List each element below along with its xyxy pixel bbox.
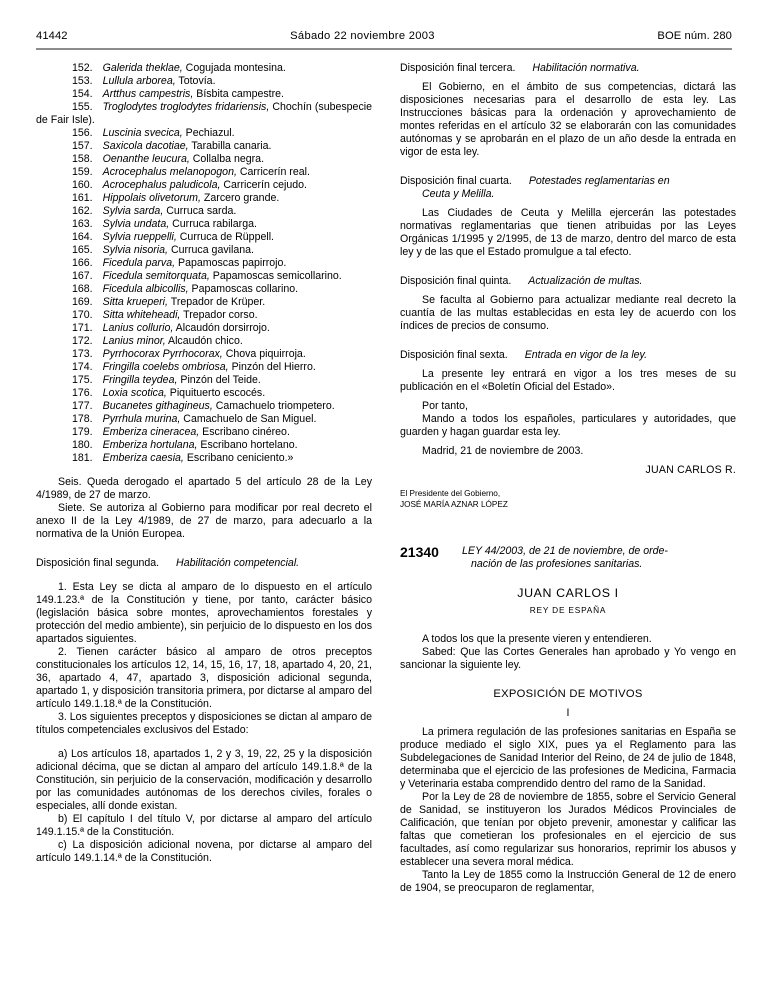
heading-disposicion-final-quinta xyxy=(400,275,736,288)
species-list-item xyxy=(36,413,372,426)
spacer xyxy=(36,541,372,557)
species-latin-name: Ficedula parva, xyxy=(102,257,176,269)
species-list-item xyxy=(36,62,372,75)
paragraph-siete: Siete. Se autoriza al Gobierno para modificar por real decreto el anexo II de la Ley 4/1989, de 27 de marzo, para adecuarlo a la normativa de la Unión Europea. xyxy=(36,502,372,540)
species-list-item xyxy=(36,439,372,452)
king-signature: JUAN CARLOS R. xyxy=(645,464,736,476)
paragraph-disposicion-tercera-body: El Gobierno, en el ámbito de sus competencias, dictará las disposiciones necesarias para el desarrollo de esta ley. Las Instrucciones básicas para la ordenación y aprovechamiento de montes referidas en el artículo 32 se elaborarán con las comunidades autónomas y se aprobarán en el plazo de un año desde la entrada en vigor de esta ley. xyxy=(400,81,736,158)
species-latin-name: Saxicola dacotiae, xyxy=(102,140,189,152)
species-latin-name: Emberiza caesia, xyxy=(102,452,184,464)
species-number: 157. xyxy=(72,140,93,152)
species-common-name: Papamoscas collarino. xyxy=(191,283,299,295)
species-number: 164. xyxy=(72,231,93,243)
spacer xyxy=(400,571,736,587)
species-latin-name: Bucanetes githagineus, xyxy=(102,400,213,412)
section-title-exposicion-de-motivos: EXPOSICIÓN DE MOTIVOS xyxy=(493,688,643,700)
species-common-name: Curruca de Rüppell. xyxy=(179,231,274,243)
species-common-name: Curruca rabilarga. xyxy=(172,218,257,230)
species-common-name: Curruca gavilana. xyxy=(170,244,254,256)
running-head xyxy=(36,30,732,42)
disposicion-cuarta-title: Potestades reglamentarias en xyxy=(528,175,670,187)
species-common-name: Trepador de Krüper. xyxy=(170,296,266,308)
paragraph-exposicion-3: Tanto la Ley de 1855 como la Instrucción General de 12 de enero de 1904, se preocuparon de reglamentar, xyxy=(400,869,736,894)
species-number: 177. xyxy=(72,400,93,412)
species-common-name: Carricerín cejudo. xyxy=(223,179,307,191)
species-latin-name: Troglodytes troglodytes fridariensis, xyxy=(102,101,270,113)
heading-disposicion-final-tercera xyxy=(400,62,736,75)
disposicion-segunda-title: Habilitación competencial. xyxy=(176,557,300,569)
species-common-name: Alcaudón dorsirrojo. xyxy=(175,322,270,334)
heading-disposicion-final-cuarta xyxy=(400,175,736,188)
species-latin-name: Pyrrhocorax Pyrrhocorax, xyxy=(102,348,223,360)
species-latin-name: Fringilla teydea, xyxy=(102,374,178,386)
species-number: 156. xyxy=(72,127,93,139)
species-number: 153. xyxy=(72,75,93,87)
species-number: 175. xyxy=(72,374,93,386)
disposicion-tercera-label: Disposición final tercera. xyxy=(400,62,516,74)
page-folio-number: 41442 xyxy=(36,30,68,42)
law-entry-21340[interactable] xyxy=(400,545,736,571)
species-list-item xyxy=(36,244,372,257)
disposicion-cuarta-label: Disposición final cuarta. xyxy=(400,175,512,187)
species-number: 154. xyxy=(72,88,93,100)
king-subtitle: REY DE ESPAÑA xyxy=(529,605,607,615)
species-latin-name: Pyrrhula murina, xyxy=(102,413,181,425)
species-number: 174. xyxy=(72,361,93,373)
species-list-item xyxy=(36,296,372,309)
species-number: 169. xyxy=(72,296,93,308)
species-common-name: Papamoscas semicollarino. xyxy=(212,270,342,282)
species-number: 162. xyxy=(72,205,93,217)
species-number: 163. xyxy=(72,218,93,230)
paragraph-disposicion-cuarta-body: Las Ciudades de Ceuta y Melilla ejercerán las potestades normativas reglamentarias que tienen atribuidas por las Leyes Orgánicas 1/1995 y 2/1995, de 13 de marzo, dentro del marco de esta ley y de las que el Estado promulgue a tal efecto. xyxy=(400,207,736,258)
species-latin-name: Ficedula albicollis, xyxy=(102,283,189,295)
species-list-item xyxy=(36,335,372,348)
species-common-name: Escribano cinéreo. xyxy=(202,426,290,438)
species-latin-name: Acrocephalus melanopogon, xyxy=(102,166,237,178)
species-common-name: Camachuelo de San Miguel. xyxy=(183,413,317,425)
species-common-name: Pechiazul. xyxy=(185,127,235,139)
species-common-name: Piquituerto escocés. xyxy=(169,387,266,399)
species-number: 173. xyxy=(72,348,93,360)
species-list-item xyxy=(36,140,372,153)
law-title-line-2: nación de las profesiones sanitarias. xyxy=(471,558,643,570)
paragraph-1: 1. Esta Ley se dicta al amparo de lo dispuesto en el artículo 149.1.23.ª de la Constitución y tiene, por tanto, carácter básico (legislación básica sobre montes, aprovechamientos forestales y protección del medio ambiente), sin perjuicio de lo dispuesto en los dos apartados siguientes. xyxy=(36,581,372,645)
spacer xyxy=(36,737,372,748)
species-common-name: Pinzón del Hierro. xyxy=(231,361,316,373)
paragraph-2: 2. Tienen carácter básico al amparo de otros preceptos constitucionales los artículos 12, 14, 15, 16, 17, 18, apartado 4, 20, 21, 36, apartado 4, 47, apartado 3, disposición adicional segunda, apartado 1, y disposición transitoria primera, por dictarse al amparo del artículo 149.1.18.ª de la Constitución. xyxy=(36,646,372,710)
species-number: 180. xyxy=(72,439,93,451)
species-number: 161. xyxy=(72,192,93,204)
species-number: 170. xyxy=(72,309,93,321)
spacer xyxy=(36,465,372,476)
species-list-item xyxy=(36,426,372,439)
disposicion-quinta-title: Actualización de multas. xyxy=(528,275,643,287)
protected-species-list xyxy=(36,62,372,465)
species-list-item xyxy=(36,231,372,244)
species-common-name: Escribano ceniciento.» xyxy=(186,452,294,464)
paragraph-exposicion-2: Por la Ley de 28 de noviembre de 1855, sobre el Servicio General de Sanidad, se instituyeron los Jurados Médicos Provinciales de Calificación, que tenían por objeto prevenir, amonestar y calificar las faltas que cometieran los profesionales en el ejercicio de sus facultades, así como regularizar sus honorarios, reprimir los abusos y establecer una severa moral médica. xyxy=(400,791,736,868)
species-number: 168. xyxy=(72,283,93,295)
paragraph-proclamation-2: Sabed: Que las Cortes Generales han aprobado y Yo vengo en sancionar la siguiente ley. xyxy=(400,646,736,671)
spacer xyxy=(400,510,736,534)
species-common-name: Trepador corso. xyxy=(183,309,258,321)
species-latin-name: Sylvia sarda, xyxy=(102,205,164,217)
paragraph-item-a: a) Los artículos 18, apartados 1, 2 y 3, 19, 22, 25 y la disposición adicional décima, que se dictan al amparo del artículo 149.1.8.ª de la Constitución, sin perjuicio de la conservación, modificación y desarrollo por las comunidades autónomas de los derechos civiles, forales o especiales, allí donde existan. xyxy=(36,748,372,812)
species-number: 152. xyxy=(72,62,93,74)
paragraph-item-b: b) El capítulo I del título V, por dictarse al amparo del artículo 149.1.15.ª de la Constitución. xyxy=(36,813,372,838)
species-number: 159. xyxy=(72,166,93,178)
species-latin-name: Oenanthe leucura, xyxy=(102,153,190,165)
spacer xyxy=(400,259,736,275)
species-latin-name: Hippolais olivetorum, xyxy=(102,192,201,204)
spacer xyxy=(400,672,736,688)
species-latin-name: Sylvia undata, xyxy=(102,218,170,230)
species-list-item xyxy=(36,361,372,374)
species-list-item xyxy=(36,218,372,231)
species-number: 158. xyxy=(72,153,93,165)
disposicion-sexta-title: Entrada en vigor de la ley. xyxy=(524,349,648,361)
species-latin-name: Lullula arborea, xyxy=(102,75,176,87)
king-name-heading: JUAN CARLOS I xyxy=(517,586,619,600)
species-common-name: Bísbita campestre. xyxy=(196,88,284,100)
header-divider-rule xyxy=(36,48,732,50)
species-common-name: Curruca sarda. xyxy=(166,205,237,217)
paragraph-mando: Mando a todos los españoles, particulares y autoridades, que guarden y hagan guardar esta ley. xyxy=(400,413,736,438)
species-list-item xyxy=(36,153,372,166)
species-latin-name: Lanius minor, xyxy=(102,335,166,347)
species-number: 171. xyxy=(72,322,93,334)
species-list-item xyxy=(36,88,372,101)
paragraph-item-c: c) La disposición adicional novena, por dictarse al amparo del artículo 149.1.14.ª de la Constitución. xyxy=(36,839,372,864)
species-common-name: Tarabilla canaria. xyxy=(191,140,272,152)
species-list-item xyxy=(36,400,372,413)
species-number: 166. xyxy=(72,257,93,269)
paragraph-place-date: Madrid, 21 de noviembre de 2003. xyxy=(422,445,584,457)
disposicion-sexta-label: Disposición final sexta. xyxy=(400,349,508,361)
paragraph-3: 3. Los siguientes preceptos y disposiciones se dictan al amparo de títulos competenciales exclusivos del Estado: xyxy=(36,711,372,736)
heading-disposicion-final-sexta xyxy=(400,349,736,362)
species-list-item xyxy=(36,374,372,387)
law-entry-number: 21340 xyxy=(400,544,439,560)
species-number: 178. xyxy=(72,413,93,425)
species-latin-name: Loxia scotica, xyxy=(102,387,167,399)
species-common-name: Papamoscas papirrojo. xyxy=(178,257,287,269)
disposicion-tercera-title: Habilitación normativa. xyxy=(532,62,640,74)
spacer xyxy=(400,333,736,349)
species-common-name: Camachuelo triompetero. xyxy=(215,400,335,412)
section-roman-numeral: I xyxy=(566,707,570,719)
species-list-item xyxy=(36,309,372,322)
species-list-item xyxy=(36,270,372,283)
law-title-line-1: LEY 44/2003, de 21 de noviembre, de orde- xyxy=(462,545,668,557)
spacer xyxy=(36,570,372,581)
species-number: 155. xyxy=(72,101,93,113)
species-common-name: Alcaudón chico. xyxy=(168,335,243,347)
species-list-item xyxy=(36,387,372,400)
species-list-item xyxy=(36,322,372,335)
species-common-name: Chova piquirroja. xyxy=(225,348,306,360)
species-latin-name: Ficedula semitorquata, xyxy=(102,270,210,282)
paragraph-exposicion-1: La primera regulación de las profesiones sanitarias en España se produce mediado el siglo XIX, pues ya el Reglamento para las Subdelegaciones de Sanidad Interior del Reino, de 24 de julio de 1848, determinaba que el ejercicio de las profesiones de Medicina, Farmacia y Veterinaria estaba comprendido dentro del ramo de la Sanidad. xyxy=(400,726,736,790)
species-list-item xyxy=(36,75,372,88)
paragraph-seis: Seis. Queda derogado el apartado 5 del artículo 28 de la Ley 4/1989, de 27 de marzo. xyxy=(36,476,372,501)
paragraph-por-tanto: Por tanto, xyxy=(422,400,468,412)
spacer xyxy=(400,477,736,488)
species-number: 167. xyxy=(72,270,93,282)
spacer xyxy=(400,534,736,545)
species-common-name: Pinzón del Teide. xyxy=(180,374,261,386)
species-list-item xyxy=(36,348,372,361)
species-latin-name: Emberiza cineracea, xyxy=(102,426,200,438)
species-common-name: Chochín (subespecie de Fair Isle). xyxy=(36,101,372,126)
species-latin-name: Sylvia nisoria, xyxy=(102,244,168,256)
species-common-name: Collalba negra. xyxy=(192,153,265,165)
countersign-name: JOSÉ MARÍA AZNAR LÓPEZ xyxy=(400,500,508,509)
law-entry-title xyxy=(462,545,736,571)
disposicion-segunda-label: Disposición final segunda. xyxy=(36,557,160,569)
species-latin-name: Fringilla coelebs ombriosa, xyxy=(102,361,229,373)
species-number: 172. xyxy=(72,335,93,347)
species-latin-name: Sitta whiteheadi, xyxy=(102,309,181,321)
disposicion-cuarta-title-line2: Ceuta y Melilla. xyxy=(422,188,495,200)
left-column xyxy=(36,62,372,865)
species-latin-name: Sylvia rueppelli, xyxy=(102,231,177,243)
spacer xyxy=(400,159,736,175)
species-latin-name: Sitta krueperi, xyxy=(102,296,168,308)
species-latin-name: Lanius collurio, xyxy=(102,322,174,334)
species-list-item xyxy=(36,257,372,270)
paragraph-disposicion-quinta-body: Se faculta al Gobierno para actualizar mediante real decreto la cuantía de las multas establecidas en esta ley de acuerdo con los índices de precios de consumo. xyxy=(400,294,736,332)
species-list-item xyxy=(36,179,372,192)
publication-date: Sábado 22 noviembre 2003 xyxy=(290,30,435,42)
species-latin-name: Acrocephalus paludicola, xyxy=(102,179,221,191)
right-column xyxy=(400,62,736,895)
species-common-name: Carricerín real. xyxy=(239,166,310,178)
species-common-name: Totovía. xyxy=(178,75,216,87)
species-common-name: Zarcero grande. xyxy=(203,192,280,204)
paragraph-proclamation-1: A todos los que la presente vieren y entendieren. xyxy=(422,633,652,645)
species-latin-name: Artthus campestris, xyxy=(102,88,194,100)
species-number: 176. xyxy=(72,387,93,399)
species-latin-name: Emberiza hortulana, xyxy=(102,439,198,451)
countersign-role: El Presidente del Gobierno, xyxy=(400,489,501,498)
species-list-item xyxy=(36,166,372,179)
species-list-item xyxy=(36,283,372,296)
spacer xyxy=(400,617,736,633)
species-list-item xyxy=(36,205,372,218)
species-number: 165. xyxy=(72,244,93,256)
species-list-item xyxy=(36,452,372,465)
disposicion-quinta-label: Disposición final quinta. xyxy=(400,275,512,287)
species-list-item xyxy=(36,127,372,140)
species-number: 160. xyxy=(72,179,93,191)
species-common-name: Escribano hortelano. xyxy=(200,439,298,451)
species-latin-name: Luscinia svecica, xyxy=(102,127,183,139)
species-number: 179. xyxy=(72,426,93,438)
issue-number: BOE núm. 280 xyxy=(657,30,732,42)
paragraph-disposicion-sexta-body: La presente ley entrará en vigor a los tres meses de su publicación en el «Boletín Oficial del Estado». xyxy=(400,368,736,393)
species-list-item xyxy=(36,192,372,205)
heading-disposicion-final-segunda xyxy=(36,557,372,570)
species-common-name: Cogujada montesina. xyxy=(185,62,286,74)
species-list-item xyxy=(36,101,372,127)
species-latin-name: Galerida theklae, xyxy=(102,62,183,74)
species-number: 181. xyxy=(72,452,93,464)
